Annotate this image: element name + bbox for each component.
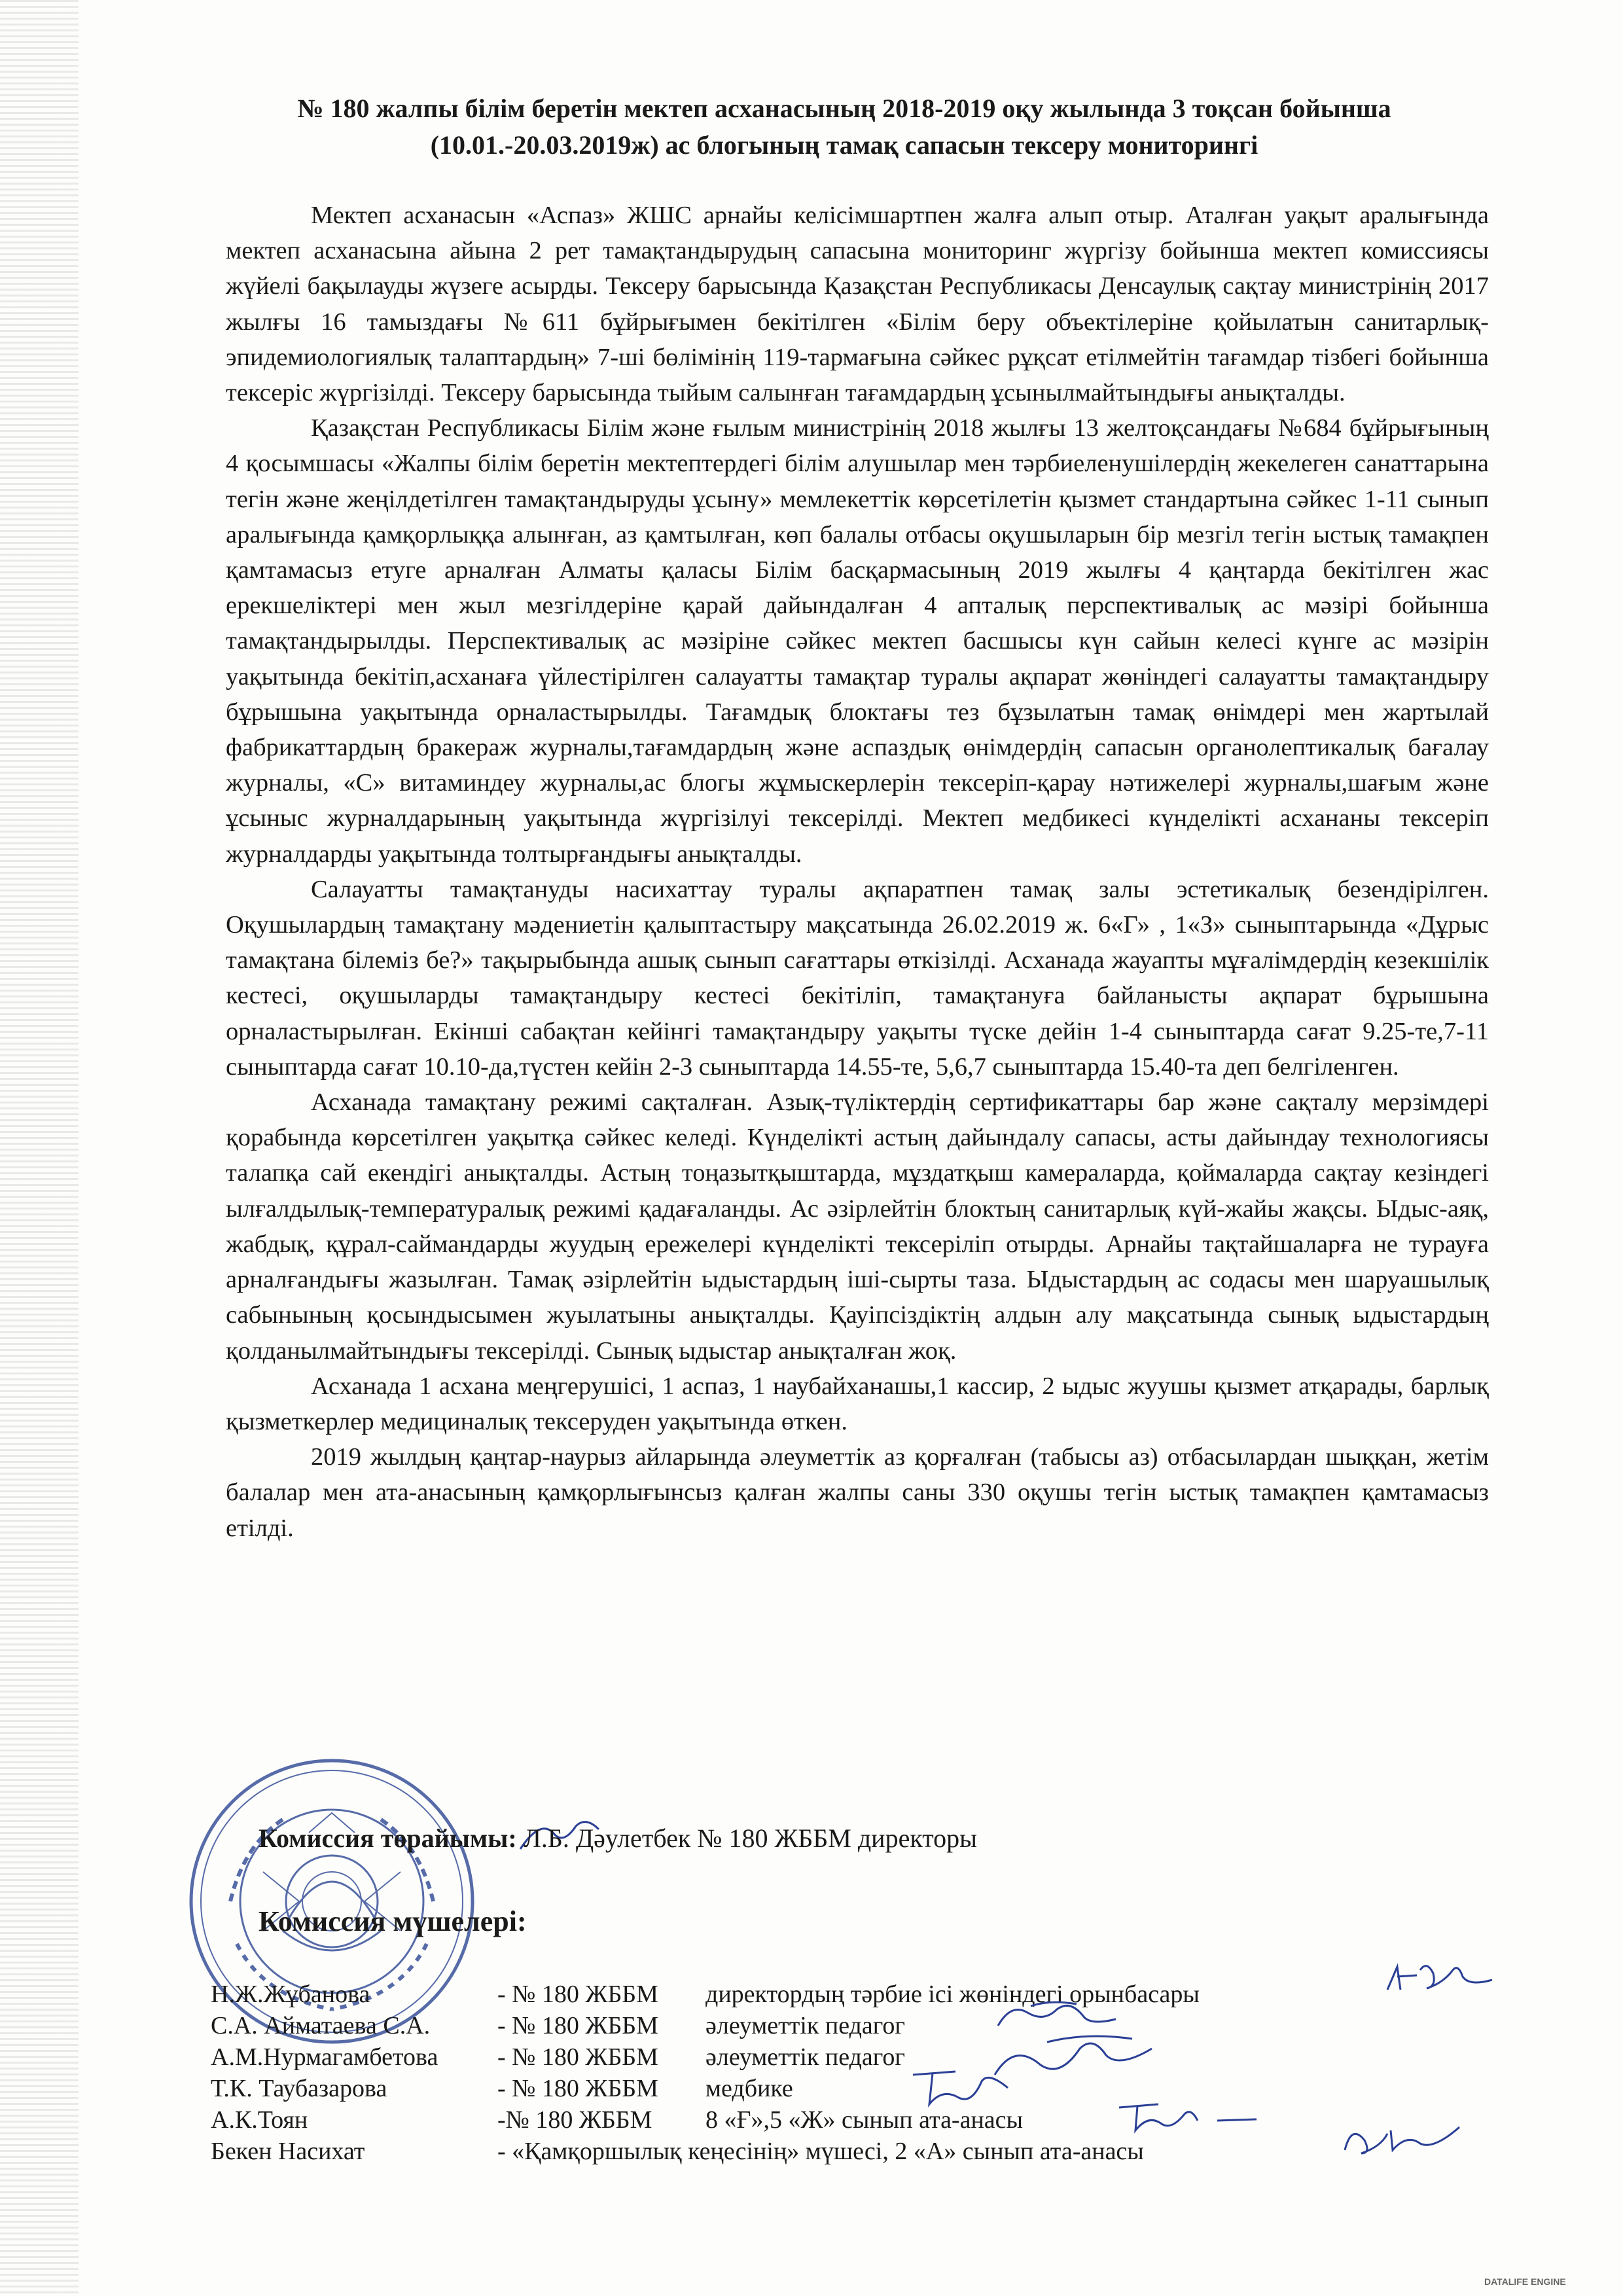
member-row xyxy=(211,2009,1389,2042)
paragraph-1: Мектеп асханасын «Аспаз» ЖШС арнайы келісімшартпен жалға алып отыр. Аталған уақыт аралығында мектеп асханасына айына 2 рет тамақтандырудың сапасына мониторинг жүргізу бойынша мектеп комиссиясы жүйелі бақылауды жүзеге асырды. Тексеру барысында Қазақстан Республикасы Денсаулық сақтау министрінің 2017 жылғы 16 тамыздағы №611 бұйрығымен бекітілген «Білім беру объектілеріне қойылатын санитарлық-эпидемиологиялық талаптардың» 7-ші бөлімінің 119-тармағына сәйкес рұқсат етілмейтін тағамдар тізбегі бойынша тексеріс жүргізілді. Тексеру барысында тыйым салынған тағамдардың ұсынылмайтындығы анықталды. xyxy=(226,202,1489,407)
member-name: А.К.Тоян xyxy=(211,2106,308,2134)
signature-icon xyxy=(1113,2094,1263,2140)
member-role: әлеуметтік педагог xyxy=(705,2043,906,2071)
signature-icon xyxy=(903,2062,1014,2114)
member-name: Т.К. Таубазарова xyxy=(211,2075,387,2102)
member-role: - «Қамқоршылық кеңесінің» мүшесі, 2 «А» сынып ата-анасы xyxy=(497,2138,1144,2165)
title-line-2: (10.01.-20.03.2019ж) ас блогының тамақ сапасын тексеру мониторингі xyxy=(430,130,1258,160)
member-name: А.М.Нурмагамбетова xyxy=(211,2043,438,2071)
signature-icon xyxy=(1335,2114,1466,2166)
commission-chair xyxy=(259,1823,977,1854)
paragraph-6: 2019 жылдың қаңтар-наурыз айларында әлеуметтік аз қорғалған (табысы аз) отбасылардан шыққан, жетім балалар мен ата-анасының қамқорлығынсыз қалған жалпы саны 330 оқушы тегін ыстық тамақпен қамтамасыз етілді. xyxy=(226,1443,1489,1542)
member-role: әлеуметтік педагог xyxy=(705,2012,906,2039)
member-school: - № 180 ЖББМ xyxy=(497,2043,658,2071)
member-row xyxy=(211,1978,1389,2011)
member-name: Бекен Насихат xyxy=(211,2138,365,2165)
chair-label: Комиссия төрайымы: xyxy=(259,1823,517,1853)
member-school: -№ 180 ЖББМ xyxy=(497,2106,652,2134)
paragraph-4: Асханада тамақтану режимі сақталған. Азық-түліктердің сертификаттары бар және сақталу мерзімдері қорабында көрсетілген уақытқа сәйкес келеді. Күнделікті астың дайындалу сапасы, асты дайындау технологиясы талапқа сай екендігі анықталды. Астың тоңазытқыштарда, мұздатқыш камераларда, қоймаларда сақтау кезіндегі ылғалдылық-температуралық режимі қадағаланды. Ас әзірлейтін блоктың санитарлық күй-жайы жақсы. Ыдыс-аяқ, жабдық, құрал-саймандарды жуудың ережелері күнделікті тексеріліп отырды. Арнайы тақтайшаларға не турауға арналғандығы жазылған. Тамақ әзірлейтін ыдыстардың іші-сырты таза. Ыдыстардың ас содасы мен шаруашылық сабынының қосындысымен жуылатыны анықталды. Қауіпсіздіктің алдын алу мақсатында сынық ыдыстардың қолданылмайтындығы тексерілді. Сынық ыдыстар анықталған жоқ. xyxy=(226,1088,1489,1365)
paragraph-2: Қазақстан Республикасы Білім және ғылым министрінің 2018 жылғы 13 желтоқсандағы №684 бұйрығының 4 қосымшасы «Жалпы білім беретін мектептердегі білім алушылар мен тәрбиеленушілердің жекелеген санаттарына тегін және жеңілдетілген тамақтандыруды ұсыну» мемлекеттік көрсетілетін қызмет стандартына сәйкес 1-11 сынып аралығында қамқорлыққа алынған, аз қамтылған, көп балалы отбасы оқушыларын бір мезгіл тегін ыстық тамақпен қамтамасыз етуге арналған Алматы қаласы Білім басқармасының 2019 жылғы 4 қаңтарда бекітілген жас ерекшеліктері мен жыл мезгілдеріне қарай дайындалған 4 апталық перспективалық ас мәзірі бойынша тамақтандырылды. Перспективалық ас мәзіріне сәйкес мектеп басшысы күн сайын келесі күнге ас мәзірін уақытында бекітіп,асханаға үйлестірілген салауатты тамақтар туралы ақпарат жөніндегі салауатты тамақтандыру бұрышына уақытында орналастырылды. Тағамдық блоктағы тез бұзылатын тамақ өнімдері мен жартылай фабрикаттардың бракераж журналы,тағамдардың және аспаздық өнімдердің сапасын органолептикалық бағалау журналы, «С» витаминдеу журналы,ас блогы жұмыскерлерін тексеріп-қарау нәтижелері журналы,шағым және ұсыныс журналдарының уақытында жүргізілуі тексерілді. Мектеп медбикесі күнделікті асхананы тексеріп журналдарды уақытында толтырғандығы анықталды. xyxy=(226,414,1489,868)
document-body xyxy=(226,198,1489,1546)
member-row xyxy=(211,2041,1389,2073)
member-school: - № 180 ЖББМ xyxy=(497,1981,658,2008)
chair-name: Л.Б. Дәулетбек № 180 ЖББМ директоры xyxy=(523,1823,978,1853)
member-name: С.А. Айматаева С.А. xyxy=(211,2012,431,2039)
signature-icon xyxy=(1381,1957,1499,2003)
members-heading: Комиссия мүшелері: xyxy=(259,1905,527,1937)
member-name: Н.Ж.Жұбанова xyxy=(211,1981,370,2008)
paragraph-5: Асханада 1 асхана меңгерушісі, 1 аспаз, 1 наубайханашы,1 кассир, 2 ыдыс жуушы қызмет атқарады, барлық қызметкерлер медициналық тексеруден уақытында өткен. xyxy=(226,1372,1489,1435)
member-role: 8 «Ғ»,5 «Ж» сынып ата-анасы xyxy=(705,2106,1024,2134)
watermark: DATALIFE ENGINE xyxy=(1484,2276,1566,2287)
member-role: медбике xyxy=(705,2075,793,2102)
document-title xyxy=(196,90,1492,164)
member-school: - № 180 ЖББМ xyxy=(497,2012,658,2039)
title-line-1: № 180 жалпы білім беретін мектеп асханасының 2018-2019 оқу жылында 3 тоқсан бойынша xyxy=(297,94,1391,123)
member-role: директордың тәрбие ісі жөніндегі орынбасары xyxy=(705,1981,1200,2008)
member-school: - № 180 ЖББМ xyxy=(497,2075,658,2102)
paragraph-3: Салауатты тамақтануды насихаттау туралы ақпаратпен тамақ залы эстетикалық безендірілген. Оқушылардың тамақтану мәдениетін қалыптастыру мақсатында 26.02.2019 ж. 6«Г» , 1«З» сыныптарында «Дұрыс тамақтана білеміз бе?» тақырыбында ашық сынып сағаттары өткізілді. Асханада жауапты мұғалімдердің кезекшілік кестесі, оқушыларды тамақтандыру кестесі бекітіліп, тамақтануға байланысты ақпарат бұрышына орналастырылған. Екінші сабақтан кейінгі тамақтандыру уақыты түске дейін 1-4 сыныптарда сағат 9.25-те,7-11 сыныптарда сағат 10.10-да,түстен кейін 2-3 сыныптарда 14.55-те, 5,6,7 сыныптарда 15.40-та деп белгіленген. xyxy=(226,875,1489,1081)
